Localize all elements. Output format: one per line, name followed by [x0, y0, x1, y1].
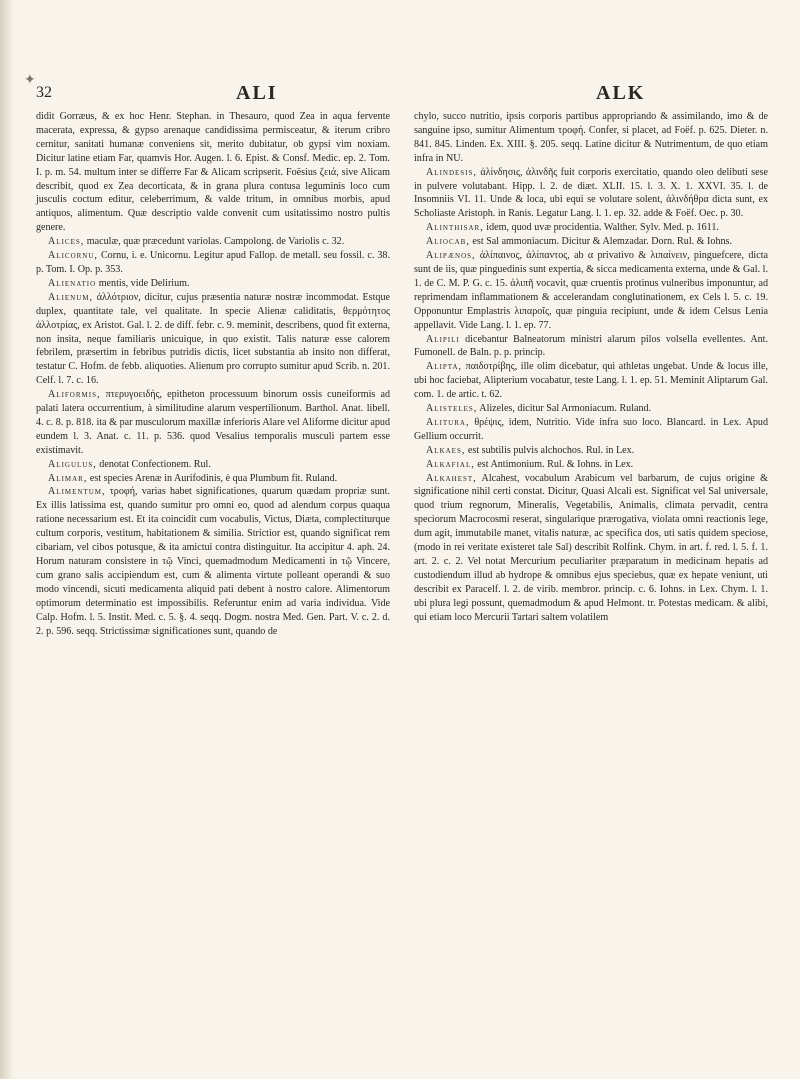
dictionary-entry — [414, 360, 768, 402]
entry-text: mentis, vide Delirium. — [98, 277, 190, 289]
dictionary-entry — [36, 277, 390, 291]
dictionary-entry — [414, 416, 768, 444]
entry-term: Alicornu, — [48, 250, 98, 262]
entry-text: denotat Confectionem. Rul. — [99, 458, 211, 470]
entry-term: Alitura, — [426, 416, 470, 428]
dictionary-entry — [414, 235, 768, 249]
entry-term: Alimar, — [48, 472, 88, 484]
entry-text: didit Gorræus, & ex hoc Henr. Stephan. in Thesauro, quod Zea in aqua fervente macerata, expressa, & gypso arenaque candidissima permisceatur, & iterum cribro cernitur, sanitati humanæ conveniens sit, merito dubitatur, ob gypsi vim noxiam. Dicitur latine etiam Far, quamvis Hor. Augen. l. 6. Epist. & Consf. Medic. ep. 2. Tom. I. p. m. 54. multum inter se differre Far & Alicam scripserit. Foësius ζειά, sive Alicam describit, quod ex Zea decorticata, & in grana plura contusa leguminis loco cum jusculis coctum editur, celeberrimum, & valde tritum, in omnibus morbis, apud antiquos, alimentum. Quæ descriptio valde convenit cum usitatissimo nostro pultis genere. — [36, 111, 390, 234]
right-column — [414, 110, 768, 625]
entry-term: Alkahest, — [426, 472, 477, 484]
dictionary-entry — [414, 166, 768, 222]
entry-text: Alizeles, dicitur Sal Armoniacum. Ruland. — [479, 403, 652, 415]
dictionary-entry — [36, 388, 390, 458]
dictionary-entry — [36, 249, 390, 277]
entry-term: Alisteles, — [426, 403, 478, 415]
entry-text: τροφή, varias habet significationes, quarum quædam propriæ sunt. Ex illis latissima est, quando sumitur pro omni eo, quod ad alendum corpus quaqua ratione necessarium est. Et ita coincidit cum vocabulis, Victus, Diæta, complectiturque cultum corporis, vestitum, habitationem & similia. Strictior est, quando significat rem cibariam, vel cibos potusque, & ita amictui contra distinguitur. Ita accipitur 4. aph. 24. Horum naturam consistere in τῷ Vinci, quemadmodum Medicamenti in τῷ Vincere, cum grano salis accipiendum est, cum & alimenta virtute polleant operandi & suo modo vincendi, sicuti medicamenta aliquid pati debent à nostro calore. Alimentorum optimorum determinatio est impossibilis. Referuntur enim ad varia individua. Vide Calp. Hofm. l. 5. Instit. Med. c. 5. §. 4. seqq. Dogm. nostra Med. Gen. Part. V. c. 2. d. 2. p. 596. seqq. Strictissimæ significationes sunt, quando de — [36, 486, 390, 637]
margin-mark: ✦ — [24, 73, 36, 88]
entry-text: Cornu, i. e. Unicornu. Legitur apud Fallop. de metall. seu fossil. c. 38. p. Tom. I. Op. p. 353. — [36, 250, 390, 275]
dictionary-entry — [36, 235, 390, 249]
dictionary-entry — [414, 402, 768, 416]
entry-text: Alcahest, vocabulum Arabicum vel barbarum, de cujus origine & significatione nihil certi constat. Dicitur, Quasi Alcali est. Significat vel Sal universale, quod trium regnorum, Mineralis, Vegetabilis, Animalis, climata pervadit, centra speciorum Macrocosmi reserat, singularique prærogativa, violata omni reactionis lege, dum agit, immutabile manet, vitalis naturæ, ac specifica dos, uti satis quidem speciose, (modo in rei veritate existeret tale Sal) describit Rolfink. Chym. in art. f. red. l. 5. f. 1. art. 2. c. 2. Vel notat Mercurium peculiariter præparatum in medicinam hepatis ad custodiendum illud ab hydrope & omnibus ejus speciebus, quæ ex hepate veniunt, uti describit ex Paracelf. l. 2. de virib. membror. princip. c. 6. Iohns. in Lex. Chym. l. 1. ubi plura legi possunt, quemadmodum & apud Helmont. tr. Potestas medicam. & alibi, qui etiam loco Mercurii Tartari saltem volatilem — [414, 472, 769, 623]
dictionary-entry — [414, 472, 768, 625]
dictionary-entry — [36, 291, 390, 388]
entry-text: est species Arenæ in Aurifodinis, è qua Plumbum fit. Ruland. — [89, 472, 338, 484]
page-header — [36, 76, 772, 110]
entry-term: Aligulus, — [48, 458, 97, 470]
entry-term: Aliocab, — [426, 236, 470, 248]
entry-text: dicebantur Balneatorum ministri alarum pilos volsella evellentes. Ant. Fumonell. de Baln. p. p. princip. — [414, 333, 768, 359]
entry-term: Alimentum, — [48, 486, 106, 498]
entry-term: Alienatio — [48, 277, 97, 289]
entry-text: ἀλίνδησις, ἀλινδῆς fuit corporis exercitatio, quando oleo delibuti sese in pulvere volutabant. Hipp. l. 2. de diæt. XLII. 15. l. 3. X. 1. XXVI. 35. l. de Insomniis VI. 11. Unde & loca, ubi equi se volutare solent, ἀλινδήθρα dicta sunt, ex Scholiaste Aristoph. in Ranis. Legatur Lang. l. 1. ep. 32. adde & Foëf. Oec. p. 30. — [414, 166, 768, 220]
entry-term: Alipænos, — [426, 250, 476, 262]
entry-term: Alkaes, — [426, 444, 466, 456]
dictionary-entry — [414, 333, 768, 361]
entry-term: Alindesis, — [426, 166, 477, 178]
entry-text: θρέψις, idem, Nutritio. Vide infra suo loco. Blancard. in Lex. Apud Gellium occurrit. — [414, 416, 769, 442]
binding-shadow — [0, 0, 14, 1079]
dictionary-entry — [36, 485, 390, 638]
entry-term: Alipili — [426, 333, 460, 345]
entry-text: παιδοτρίβης, ille olim dicebatur, qui athletas ungebat. Unde & locus ille, ubi hoc faciebat, Alipterium vocabatur, teste Lang. l. 1. ep. 51. Meminit Aliptarum Gal. com. 1. de artic. t. 62. — [414, 361, 769, 401]
entry-term: Alienum, — [48, 291, 94, 303]
entry-text: est Antimonium. Rul. & Iohns. in Lex. — [477, 458, 634, 470]
entry-text: maculæ, quæ præcedunt variolas. Campolong. de Variolis c. 32. — [86, 236, 345, 248]
entry-text: ἀλίπαινος, ἀλίπαντος, ab α privativo & λιπαίνειν, pinguefcere, dicta sunt de iis, quæ pinguedinis sunt expertia, & sicca medicamenta externa, unde & Gal. l. 1. de C. M. P. G. c. 15. ἀλιπῆ vocavit, quæ cruentis protinus vulneribus imponuntur, ad reprimendam inflammationem & accelerandam conglutinationem, ex Cels l. 5. c. 19. Opponuntur Emplastris λιπαροῖς, quæ pinguia recipiunt, unde & idem Celsus Lenia appellavit. Vide Lang. l. 1. ep. 77. — [414, 250, 768, 331]
dictionary-entry — [414, 110, 768, 166]
running-head-left: ALI — [236, 82, 278, 104]
entry-text: ἀλλότριον, dicitur, cujus præsentia naturæ nostræ incommodat. Estque duplex, quantitate tale, vel qualitate. In specie Alienæ caliditatis, θερμότητος ἀλλοτρίας, ex Aristot. Gal. l. 2. de diff. febr. c. 9. meminit, describens, quod fit externa, non insita, neque familiaris unicuique, in quo existit. Talis naturæ esse calorem febrilem, præsertim in febribus putridis dictis, licet substantia ab insito non differat, testatur C. Hofm. de febb. aliquoties. Alienum pro corrupto sumitur apud Scrib. n. 201. Celf. l. 7. c. 16. — [36, 291, 390, 387]
dictionary-entry — [414, 249, 768, 332]
dictionary-entry — [36, 458, 390, 472]
entry-text: πτερυγοειδής, epitheton processuum binorum ossis cuneiformis ad palati latera occurrentium, à similitudine alarum vespertilionum. Barthol. Anat. libell. 4. c. 8. p. 818. ita & par musculorum maxillæ inferioris Alare vel Aliforme dicitur apud eundem l. 3. Anat. c. 11. p. 536. quod Vesalius temporalis musculi partem esse existimavit. — [36, 389, 390, 456]
dictionary-entry — [36, 472, 390, 486]
dictionary-entry — [36, 110, 390, 235]
entry-text: idem, quod uvæ procidentia. Walther. Sylv. Med. p. 1611. — [486, 222, 719, 234]
dictionary-entry — [414, 458, 768, 472]
entry-text: chylo, succo nutritio, ipsis corporis partibus appropriando & assimilando, imo & de sanguine ipso, sumitur Alimentum τροφή. Confer, si placet, ad Foëf. p. 625. Dieter. n. 841. 845. Linden. Ex. XIII. §. 205. seqq. Latine dicitur & Nutrimentum, de quo etiam infra in NU. — [414, 111, 768, 164]
dictionary-entry — [414, 221, 768, 235]
entry-term: Alkafial, — [426, 458, 475, 470]
left-column — [36, 110, 390, 638]
entry-term: Alices, — [48, 236, 85, 248]
entry-term: Aliformis, — [48, 389, 101, 401]
running-head-right: ALK — [596, 82, 646, 104]
entry-text: est Sal ammoniacum. Dicitur & Alemzadar. Dorn. Rul. & Iohns. — [472, 236, 732, 248]
entry-term: Alipta, — [426, 361, 463, 373]
dictionary-entry — [414, 444, 768, 458]
page-number: 32 — [36, 84, 52, 101]
entry-text: est subtilis pulvis alchochos. Rul. in Lex. — [467, 444, 635, 456]
entry-term: Alinthisar, — [426, 222, 484, 234]
